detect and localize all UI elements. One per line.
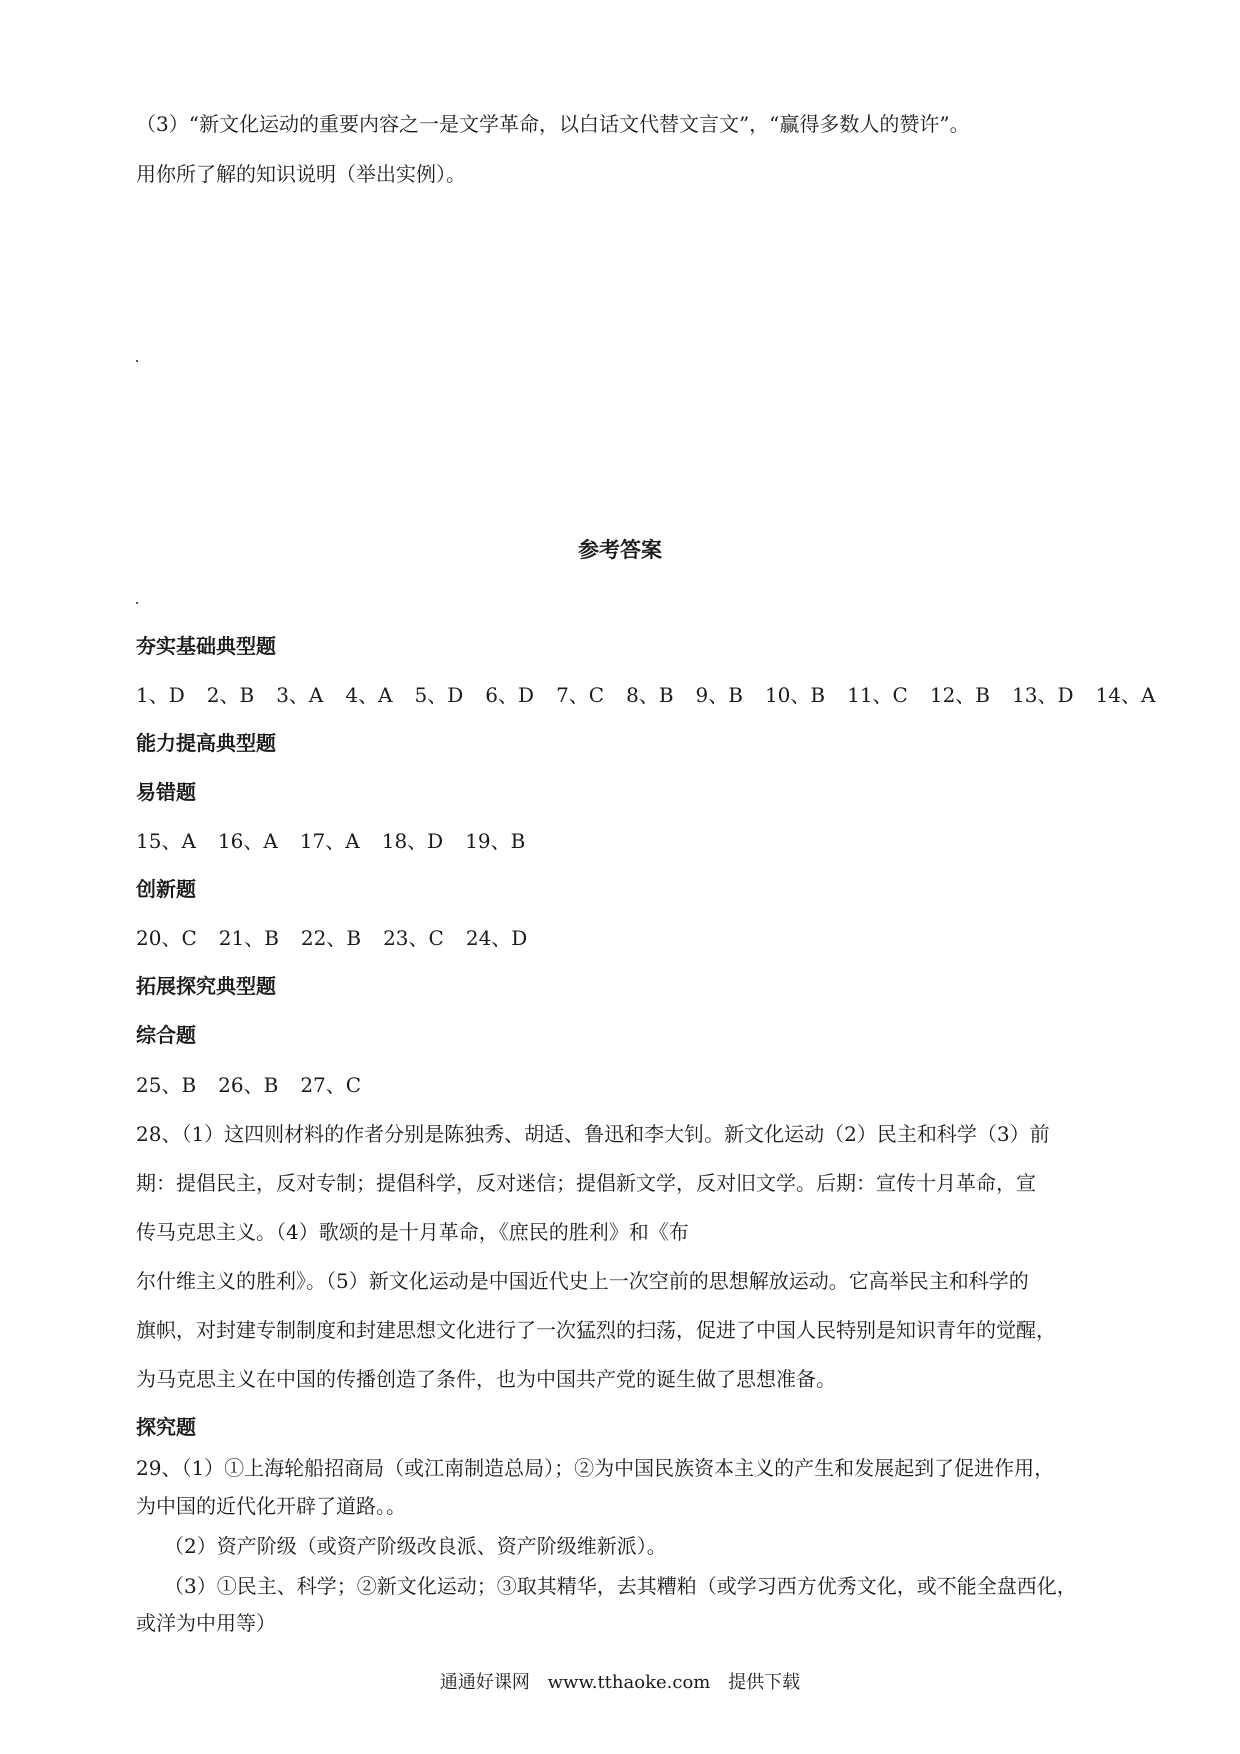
answer-title: 参考答案 bbox=[578, 538, 662, 562]
q28-line: 尔什维主义的胜利》。（5）新文化运动是中国近代史上一次空前的思想解放运动。它高举民主和科学的 bbox=[136, 1269, 1029, 1293]
answer-item: 22、B bbox=[300, 926, 362, 950]
q29-line: 或洋为中用等） bbox=[136, 1611, 276, 1635]
answer-item: 4、A bbox=[345, 683, 393, 707]
answer-item: 20、C bbox=[136, 926, 197, 950]
answer-item: 21、B bbox=[218, 926, 279, 950]
answer-item: 2、B bbox=[206, 683, 255, 707]
answer-item: 23、C bbox=[383, 926, 444, 950]
answer-item: 19、B bbox=[465, 829, 526, 853]
answer-item: 13、D bbox=[1012, 683, 1074, 707]
answer-item: 5、D bbox=[414, 683, 464, 707]
answer-item: 3、A bbox=[276, 683, 324, 707]
answer-item: 15、A bbox=[136, 829, 196, 853]
basic-heading: 夯实基础典型题 bbox=[136, 634, 276, 658]
q29-line: 为中国的近代化开辟了道路。。 bbox=[136, 1494, 406, 1518]
answer-item: 10、B bbox=[764, 683, 826, 707]
error-heading: 易错题 bbox=[136, 780, 196, 804]
footer-url: www.tthaoke.com bbox=[547, 1672, 711, 1693]
question-3-line-2: 用你所了解的知识说明（举出实例）。 bbox=[136, 162, 466, 186]
footer-site: 通通好课网 bbox=[439, 1672, 530, 1693]
q28-line: 旗帜，对封建专制制度和封建思想文化进行了一次猛烈的扫荡，促进了中国人民特别是知识青年的觉醒， bbox=[136, 1318, 1056, 1342]
inquiry-heading: 探究题 bbox=[136, 1415, 196, 1439]
q28-line: 传马克思主义。（4）歌颂的是十月革命，《庶民的胜利》和《布 bbox=[136, 1220, 689, 1244]
extension-heading: 拓展探究典型题 bbox=[136, 974, 276, 998]
q29-line: （3）①民主、科学；②新文化运动；③取其精华，去其糟粕（或学习西方优秀文化，或不能全盘西化， bbox=[164, 1574, 1077, 1598]
innovation-heading: 创新题 bbox=[136, 877, 196, 901]
answer-item: 6、D bbox=[485, 683, 535, 707]
comprehensive-answers bbox=[136, 1071, 1126, 1099]
page-footer bbox=[0, 1670, 1240, 1696]
answer-item: 16、A bbox=[217, 829, 278, 853]
ability-heading: 能力提高典型题 bbox=[136, 731, 276, 755]
comprehensive-heading: 综合题 bbox=[136, 1023, 196, 1047]
answer-item: 27、C bbox=[300, 1073, 362, 1097]
answer-item: 8、B bbox=[626, 683, 674, 707]
answer-item: 12、B bbox=[929, 683, 991, 707]
innovation-answers bbox=[136, 924, 1126, 952]
question-3-line-1: （3）“新文化运动的重要内容之一是文学革命，以白话文代替文言文”，“赢得多数人的赞许”。 bbox=[136, 112, 970, 136]
scan-speck bbox=[136, 360, 138, 362]
q29-line: （2）资产阶级（或资产阶级改良派、资产阶级维新派）。 bbox=[164, 1534, 667, 1558]
answer-item: 25、B bbox=[136, 1073, 197, 1097]
q28-line: 期：提倡民主，反对专制；提倡科学，反对迷信；提倡新文学，反对旧文学。后期：宣传十月革命，宣 bbox=[136, 1171, 1036, 1195]
answer-item: 11、C bbox=[847, 683, 908, 707]
q28-line: 28、（1）这四则材料的作者分别是陈独秀、胡适、鲁迅和李大钊。新文化运动（2）民主和科学（3）前 bbox=[136, 1122, 1050, 1146]
answer-item: 7、C bbox=[556, 683, 605, 707]
basic-answers bbox=[136, 681, 1156, 709]
answer-item: 24、D bbox=[465, 926, 528, 950]
answer-item: 1、D bbox=[136, 683, 185, 707]
answer-item: 14、A bbox=[1095, 683, 1156, 707]
q29-line: 29、（1）①上海轮船招商局（或江南制造总局）；②为中国民族资本主义的产生和发展起到了促进作用， bbox=[136, 1456, 1055, 1480]
error-answers bbox=[136, 827, 1126, 855]
q28-line: 为马克思主义在中国的传播创造了条件，也为中国共产党的诞生做了思想准备。 bbox=[136, 1367, 836, 1391]
answer-item: 9、B bbox=[695, 683, 743, 707]
answer-item: 17、A bbox=[299, 829, 360, 853]
scan-speck bbox=[136, 602, 138, 604]
footer-note: 提供下载 bbox=[728, 1672, 801, 1693]
answer-item: 26、B bbox=[218, 1073, 279, 1097]
answer-item: 18、D bbox=[381, 829, 444, 853]
